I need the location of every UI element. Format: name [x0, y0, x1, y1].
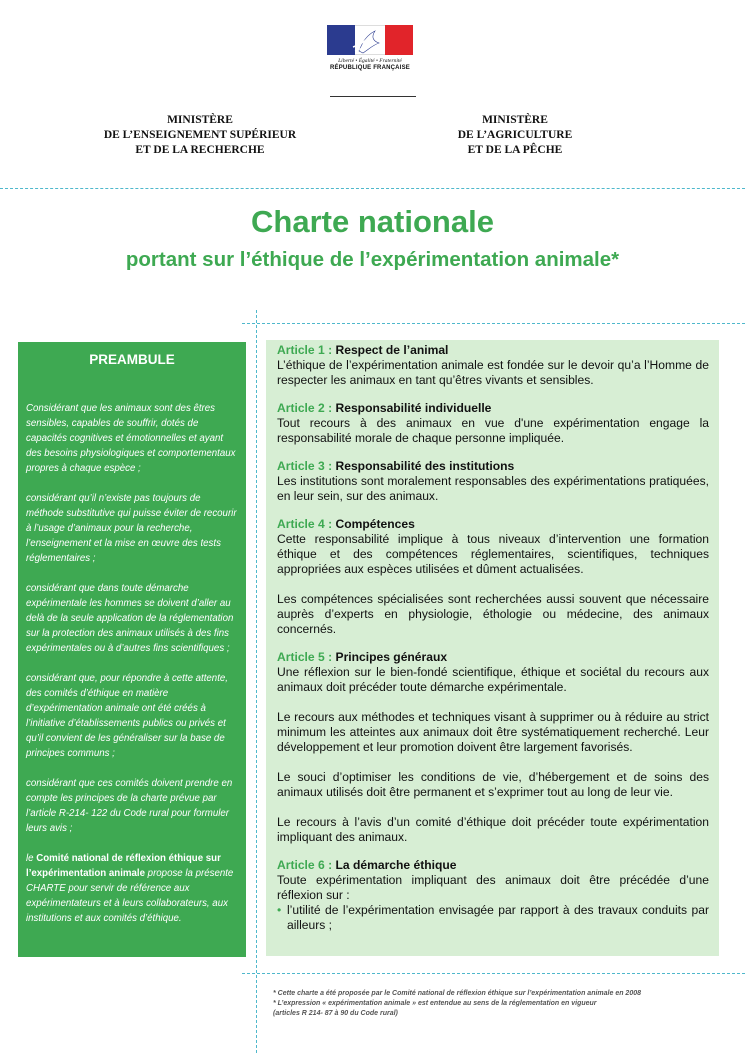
article-number: Article 3 : — [277, 459, 333, 473]
article-text: Le recours à l’avis d’un comité d’éthique doit précéder toute expérimentation impliquant des animaux. — [277, 815, 709, 844]
preamble-paragraph: considérant que ces comités doivent prendre en compte les principes de la charte prévue par l’article R-214- 122 du Code rural pour formuler leurs avis ; — [26, 778, 233, 834]
article-title: Responsabilité individuelle — [335, 401, 492, 415]
article-number: Article 2 : — [277, 401, 333, 415]
article-title: Principes généraux — [335, 650, 448, 664]
article-number: Article 1 : — [277, 343, 333, 357]
divider-top — [0, 188, 745, 189]
divider-mid — [242, 323, 745, 324]
ministry-agriculture: MINISTÈRE DE L’AGRICULTURE ET DE LA PÊCHE — [457, 114, 573, 156]
article-4 — [277, 517, 709, 637]
ministry-research: MINISTÈRE DE L’ENSEIGNEMENT SUPÉRIEUR ET DE LA RECHERCHE — [103, 114, 297, 156]
article-text: Le recours aux méthodes et techniques visant à supprimer ou à réduire au strict minimum les atteintes aux animaux doit être systématiquement recherché. Leur développement et leur promotion doivent être largement favorisés. — [277, 710, 709, 754]
article-text: Cette responsabilité implique à tous niveaux d’intervention une formation éthique et des compétences réglementaires, scientifiques, techniques appropriées aux espèces utilisées et dûment actualisées. — [277, 532, 709, 576]
article-6 — [277, 858, 709, 933]
article-title: Respect de l’animal — [335, 343, 449, 357]
articles-box — [266, 340, 719, 956]
preamble-box — [18, 342, 246, 957]
preamble-heading: PREAMBULE — [89, 352, 175, 367]
logo-republic: RÉPUBLIQUE FRANÇAISE — [329, 65, 410, 71]
preamble-paragraph: considérant que dans toute démarche expérimentale les hommes se doivent d’aller au delà de la seule application de la réglementation sur la protection des animaux utilisés à des fins expérimentales ou à d’autres fins scientifiques ; — [26, 583, 234, 654]
article-1 — [277, 343, 709, 388]
article-title: Responsabilité des institutions — [335, 459, 515, 473]
article-2 — [277, 401, 709, 446]
bullet-icon: • — [277, 903, 282, 917]
page-subtitle: portant sur l’éthique de l’expérimentation animale* — [125, 248, 620, 271]
preamble-paragraph: considérant que, pour répondre à cette attente, des comités d’éthique en matière d’expérimentation animale ont été créés à l’initiative d’établissements publics ou privés et qu’il convient de les généraliser sur la base de principes communs ; — [26, 673, 228, 759]
article-number: Article 4 : — [277, 517, 333, 531]
preamble-final-paragraph: le Comité national de réflexion éthique sur l’expérimentation animale propose la présente CHARTE pour servir de référence aux expérimentateurs et à leurs collaborateurs, aux institutions et aux comités d’éthique. — [26, 853, 234, 924]
article-3 — [277, 459, 709, 504]
article-title: La démarche éthique — [335, 858, 457, 872]
preamble-paragraph: Considérant que les animaux sont des êtres sensibles, capables de souffrir, dotés de capacités cognitives et émotionnelles et ayant des besoins physiologiques et comportementaux propres à chaque espèce ; — [26, 403, 236, 474]
article-text: Toute expérimentation impliquant des animaux doit être précédée d’une réflexion sur : — [277, 873, 709, 902]
article-text: Les institutions sont moralement responsables des expérimentations pratiquées, en leur sein, sur des animaux. — [277, 474, 709, 503]
divider-bottom — [242, 973, 745, 974]
footnote: (articles R 214- 87 à 90 du Code rural) — [273, 1010, 398, 1017]
marianne-profile-icon — [349, 27, 389, 55]
article-title: Compétences — [335, 517, 415, 531]
article-number: Article 5 : — [277, 650, 333, 664]
committee-name: Comité national de réflexion éthique sur l’expérimentation animale — [26, 853, 221, 879]
logo-underline — [330, 96, 416, 97]
article-bullet: • l’utilité de l’expérimentation envisagée par rapport à des travaux conduits par ailleurs ; — [277, 903, 709, 932]
divider-vertical — [256, 310, 257, 1053]
footnote: * L’expression « expérimentation animale » est entendue au sens de la réglementation en vigueur — [273, 1000, 597, 1007]
footnotes — [273, 989, 713, 1019]
article-number: Article 6 : — [277, 858, 333, 872]
article-text: L’éthique de l’expérimentation animale est fondée sur le devoir qu’a l’Homme de respecter les animaux en tant qu’êtres vivants et sensibles. — [277, 358, 709, 387]
article-text: Tout recours à des animaux en vue d'une expérimentation engage la responsabilité morale de chaque personne impliquée. — [277, 416, 709, 445]
logo-motto: Liberté • Égalité • Fraternité — [338, 58, 402, 64]
article-text: Les compétences spécialisées sont recherchées aussi souvent que nécessaire auprès d’experts en physiologie, éthologie ou médecine, des animaux concernés. — [277, 592, 709, 636]
article-5 — [277, 650, 709, 845]
page-title: Charte nationale — [251, 204, 494, 239]
article-text: Une réflexion sur le bien-fondé scientifique, éthique et sociétal du recours aux animaux doit précéder toute démarche expérimentale. — [277, 665, 709, 694]
republique-francaise-logo — [327, 25, 413, 71]
footnote: * Cette charte a été proposée par le Comité national de réflexion éthique sur l’expérimentation animale en 2008 — [273, 990, 642, 997]
preamble-paragraph: considérant qu’il n’existe pas toujours de méthode substitutive qui puisse éviter de recourir à l’usage d’animaux pour la recherche, l’enseignement et la mise en œuvre des tests réglementaires ; — [26, 493, 237, 564]
article-text: Le souci d’optimiser les conditions de vie, d’hébergement et de soins des animaux utilisés doit être permanent et s’exprimer tout au long de leur vie. — [277, 770, 709, 799]
